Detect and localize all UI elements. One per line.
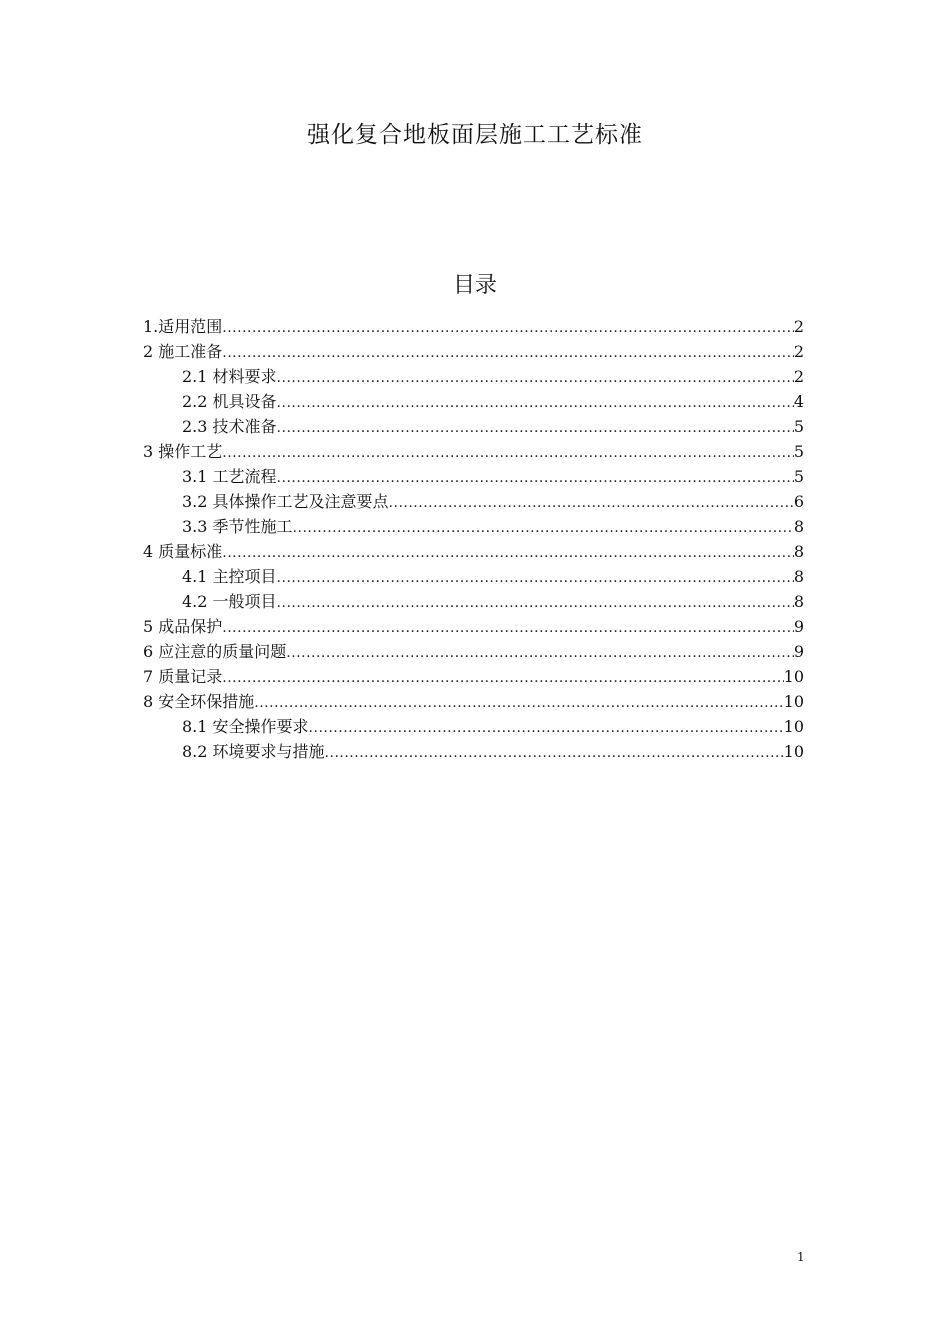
- toc-entry-label: 8.1 安全操作要求: [182, 717, 309, 736]
- toc-dot-leader: [254, 691, 783, 716]
- toc-dot-leader: [389, 491, 794, 516]
- table-of-contents: [143, 314, 818, 764]
- toc-dot-leader: [325, 741, 784, 766]
- toc-entry[interactable]: [143, 614, 818, 639]
- toc-dot-leader: [222, 541, 794, 566]
- toc-entry-page: 8: [793, 542, 804, 561]
- toc-entry-label: 2 施工准备: [143, 342, 223, 361]
- toc-entry[interactable]: [143, 514, 818, 539]
- toc-dot-leader: [222, 666, 783, 691]
- toc-dot-leader: [222, 616, 794, 641]
- toc-entry-label: 8 安全环保措施: [143, 692, 255, 711]
- toc-entry[interactable]: [143, 664, 818, 689]
- toc-dot-leader: [277, 391, 794, 416]
- toc-dot-leader: [222, 341, 794, 366]
- toc-entry-page: 5: [793, 417, 804, 436]
- page-number: 1: [797, 1250, 805, 1264]
- toc-entry-label: 2.2 机具设备: [182, 392, 277, 411]
- toc-entry-page: 5: [793, 442, 804, 461]
- toc-entry[interactable]: [143, 639, 818, 664]
- toc-entry[interactable]: [143, 489, 818, 514]
- toc-entry-page: 2: [793, 342, 804, 361]
- toc-entry-label: 3.3 季节性施工: [182, 517, 293, 536]
- toc-entry-label: 8.2 环境要求与措施: [182, 742, 325, 761]
- toc-dot-leader: [277, 366, 794, 391]
- toc-entry-label: 4.1 主控项目: [182, 567, 277, 586]
- toc-entry-page: 10: [783, 717, 804, 736]
- toc-dot-leader: [309, 716, 784, 741]
- toc-entry-label: 4.2 一般项目: [182, 592, 277, 611]
- toc-entry[interactable]: [143, 539, 818, 564]
- toc-dot-leader: [222, 316, 794, 341]
- toc-entry[interactable]: [143, 389, 818, 414]
- toc-dot-leader: [277, 416, 794, 441]
- toc-entry-page: 2: [793, 317, 804, 336]
- toc-entry-page: 2: [793, 367, 804, 386]
- toc-entry[interactable]: [143, 689, 818, 714]
- toc-entry-page: 10: [783, 742, 804, 761]
- toc-entry[interactable]: [143, 414, 818, 439]
- toc-entry[interactable]: [143, 339, 818, 364]
- toc-dot-leader: [277, 591, 794, 616]
- toc-entry-label: 1.适用范围: [143, 317, 223, 336]
- toc-entry-label: 3 操作工艺: [143, 442, 223, 461]
- toc-entry-page: 8: [793, 567, 804, 586]
- toc-entry-label: 3.1 工艺流程: [182, 467, 277, 486]
- toc-entry-label: 5 成品保护: [143, 617, 223, 636]
- toc-entry-page: 10: [783, 667, 804, 686]
- toc-entry-label: 4 质量标准: [143, 542, 223, 561]
- toc-entry[interactable]: [143, 364, 818, 389]
- toc-entry-page: 10: [783, 692, 804, 711]
- toc-entry-page: 4: [793, 392, 804, 411]
- toc-entry[interactable]: [143, 439, 818, 464]
- toc-dot-leader: [277, 466, 794, 491]
- toc-entry-label: 2.3 技术准备: [182, 417, 277, 436]
- toc-entry-label: 3.2 具体操作工艺及注意要点: [182, 492, 389, 511]
- toc-entry-page: 6: [793, 492, 804, 511]
- toc-dot-leader: [277, 566, 794, 591]
- toc-dot-leader: [286, 641, 794, 666]
- toc-heading: 目录: [452, 273, 497, 298]
- toc-entry[interactable]: [143, 714, 818, 739]
- toc-entry[interactable]: [143, 464, 818, 489]
- toc-entry[interactable]: [143, 314, 818, 339]
- toc-entry-page: 8: [793, 517, 804, 536]
- toc-entry-page: 9: [793, 617, 804, 636]
- toc-entry[interactable]: [143, 589, 818, 614]
- toc-entry-page: 8: [793, 592, 804, 611]
- toc-entry-label: 2.1 材料要求: [182, 367, 277, 386]
- toc-entry-label: 7 质量记录: [143, 667, 223, 686]
- toc-entry-page: 5: [793, 467, 804, 486]
- toc-dot-leader: [222, 441, 794, 466]
- toc-entry[interactable]: [143, 564, 818, 589]
- toc-dot-leader: [293, 516, 794, 541]
- toc-entry-label: 6 应注意的质量问题: [143, 642, 287, 661]
- toc-entry-page: 9: [793, 642, 804, 661]
- document-title: 强化复合地板面层施工工艺标准: [307, 122, 643, 148]
- toc-entry[interactable]: [143, 739, 818, 764]
